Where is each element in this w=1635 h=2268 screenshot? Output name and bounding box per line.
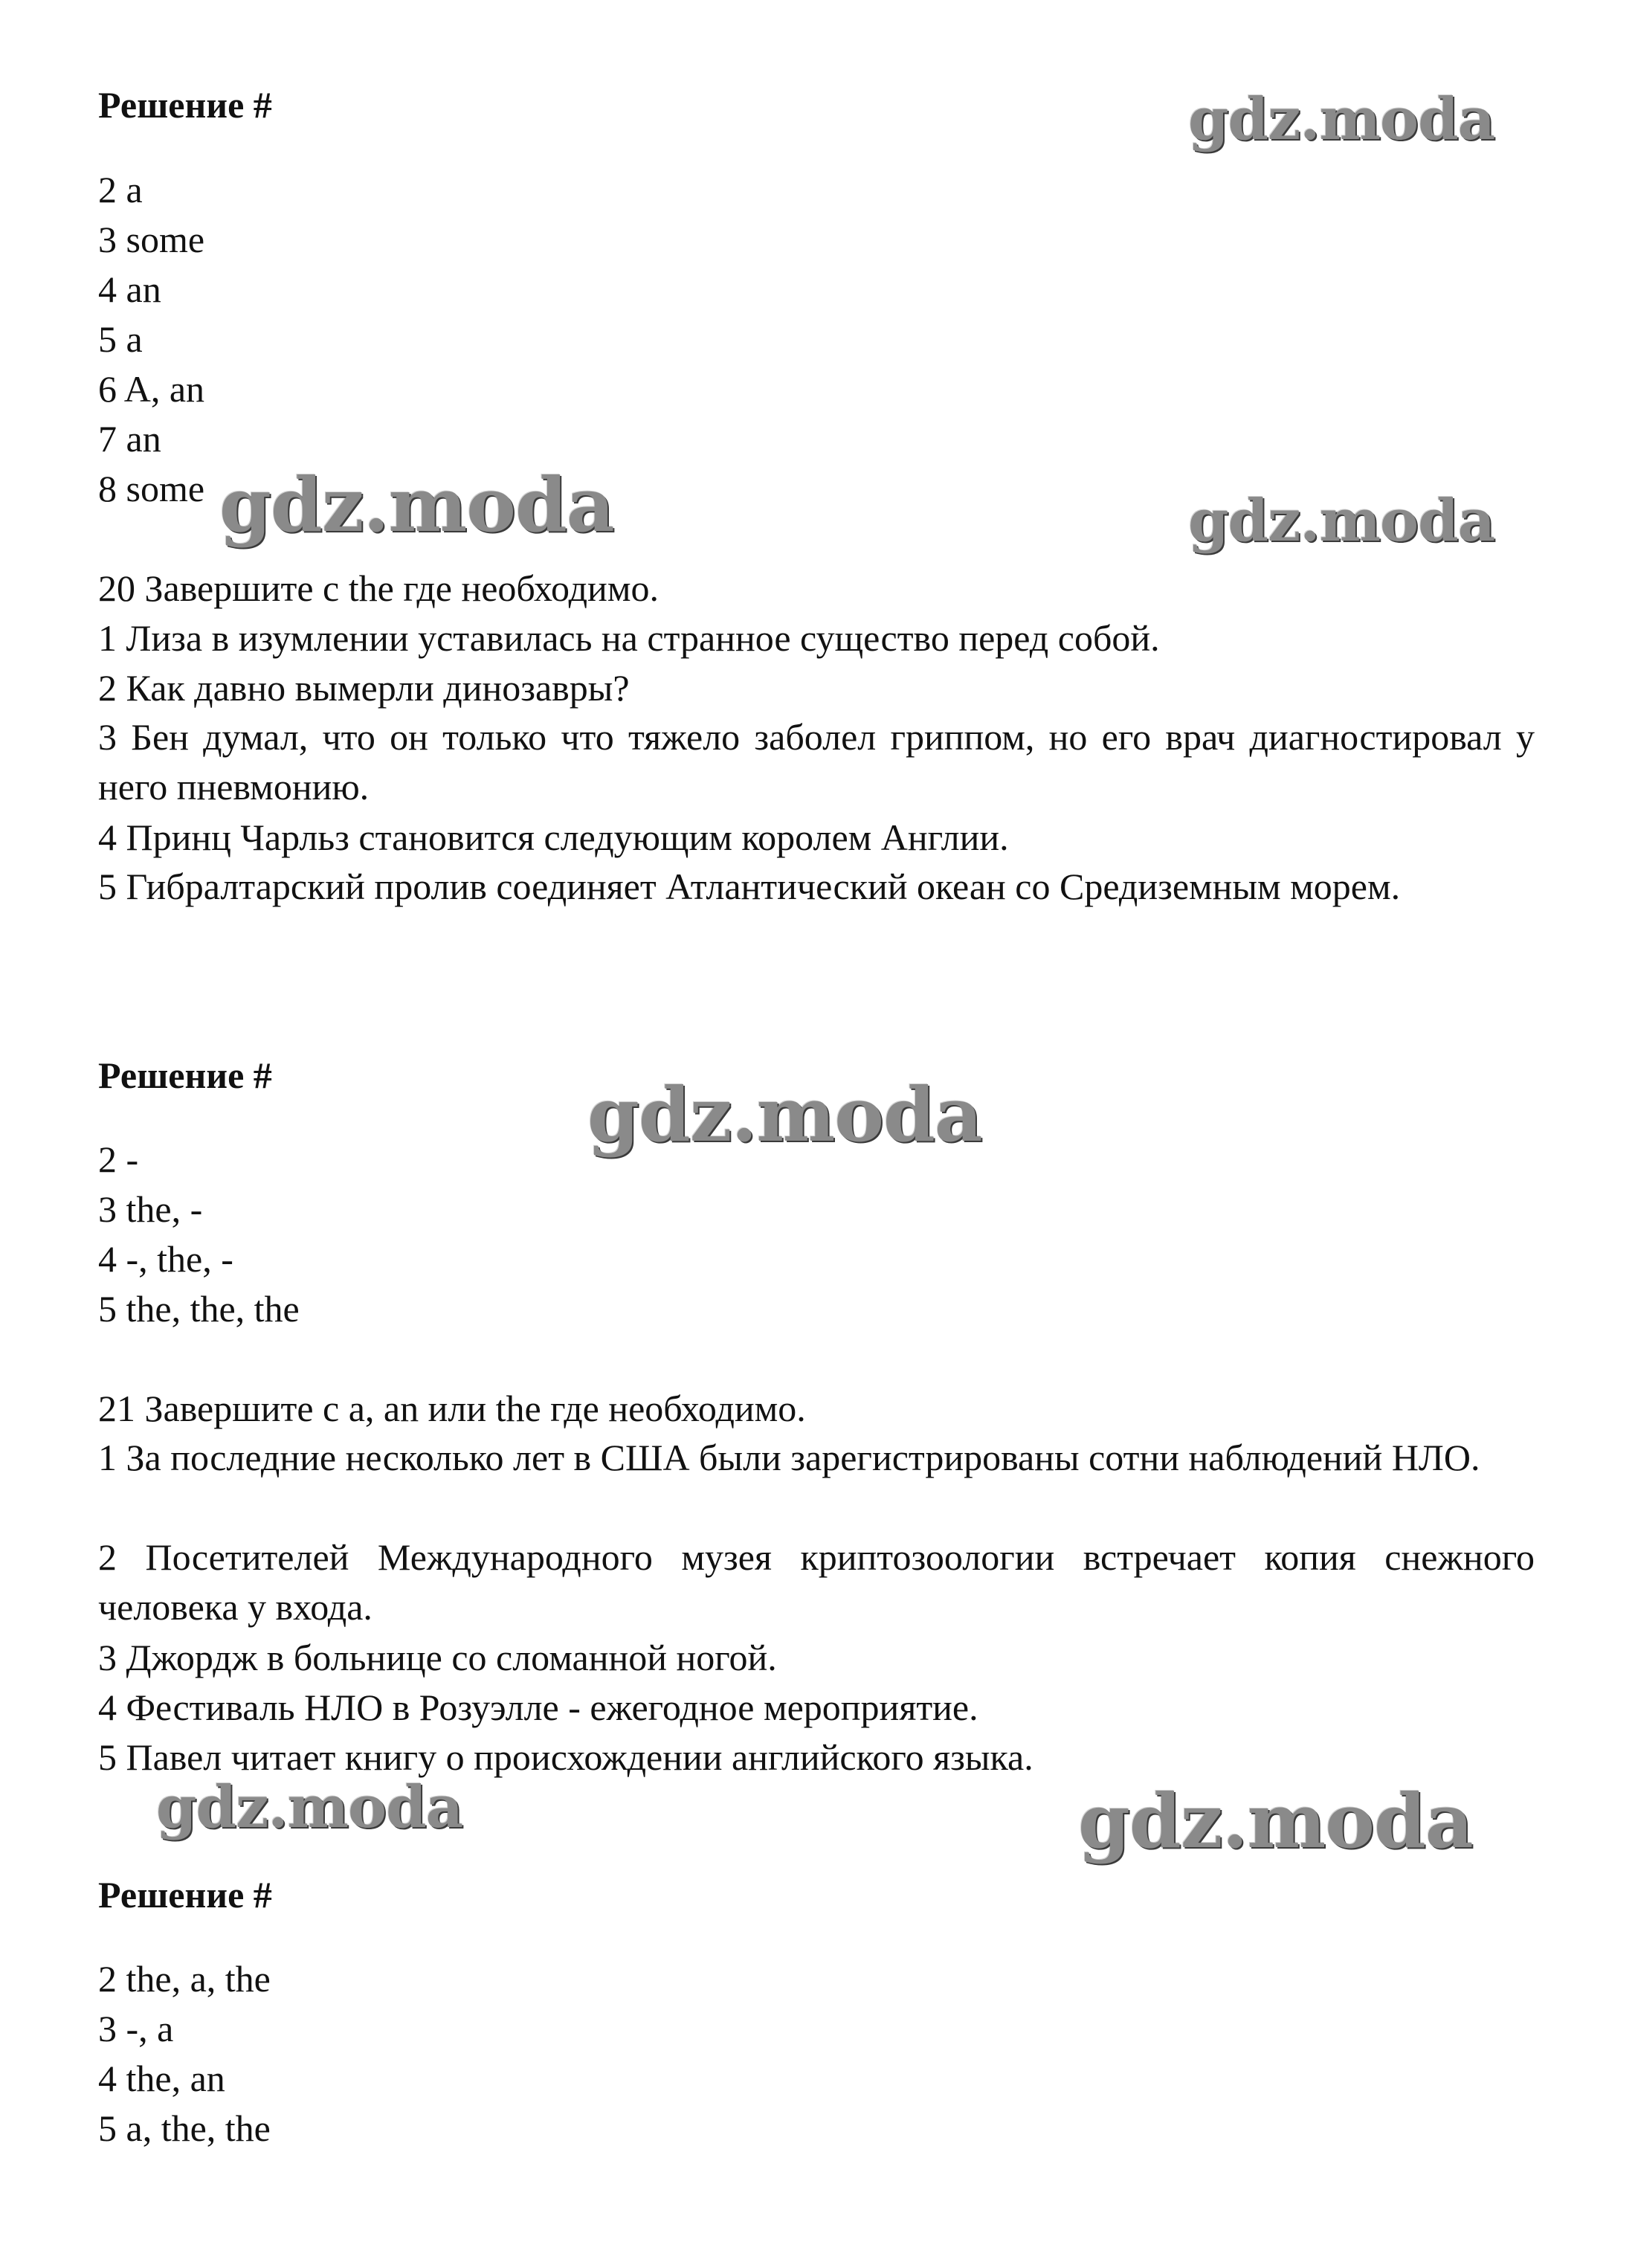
watermark: gdz.moda bbox=[1188, 487, 1495, 555]
task-20-item: 2 Как давно вымерли динозавры? bbox=[98, 667, 630, 709]
answer-line: 5 a, the, the bbox=[98, 2107, 271, 2149]
task-21-item: 2 Посетителей Международного музея криптозоологии встречает копия снежного человека у входа. bbox=[98, 1536, 1535, 1628]
task-21-item: 4 Фестиваль НЛО в Розуэлле - ежегодное мероприятие. bbox=[98, 1686, 978, 1728]
task-20-item: 3 Бен думал, что он только что тяжело заболел гриппом, но его врач диагностировал у него пневмонию. bbox=[98, 716, 1535, 808]
answer-line: 7 an bbox=[98, 418, 161, 460]
task-20-heading: 20 Завершите с the где необходимо. bbox=[98, 567, 659, 609]
task-21-item: 3 Джордж в больнице со сломанной ногой. bbox=[98, 1637, 777, 1678]
watermark: gdz.moda bbox=[1188, 86, 1495, 153]
answer-line: 3 -, a bbox=[98, 2008, 174, 2049]
watermark: gdz.moda bbox=[587, 1071, 982, 1159]
answer-line: 6 A, an bbox=[98, 368, 205, 410]
answer-line: 3 some bbox=[98, 219, 205, 260]
watermark: gdz.moda bbox=[219, 461, 614, 549]
answer-line: 4 an bbox=[98, 268, 161, 310]
watermark: gdz.moda bbox=[156, 1774, 463, 1841]
answer-line: 3 the, - bbox=[98, 1188, 203, 1230]
task-21-heading: 21 Завершите с a, an или the где необходимо. bbox=[98, 1388, 806, 1429]
answer-line: 5 a bbox=[98, 318, 143, 360]
watermark: gdz.moda bbox=[1078, 1777, 1473, 1865]
answer-line: 2 the, a, the bbox=[98, 1958, 271, 2000]
solution-heading-3: Решение # bbox=[98, 1874, 272, 1916]
answer-line: 8 some bbox=[98, 468, 205, 509]
answer-line: 4 the, an bbox=[98, 2058, 225, 2099]
task-20-item: 4 Принц Чарльз становится следующим королем Англии. bbox=[98, 816, 1009, 858]
task-21-item: 5 Павел читает книгу о происхождении английского языка. bbox=[98, 1736, 1033, 1778]
task-21-item: 1 За последние несколько лет в США были зарегистрированы сотни наблюдений НЛО. bbox=[98, 1437, 1480, 1478]
answer-line: 2 a bbox=[98, 169, 143, 210]
answer-line: 2 - bbox=[98, 1138, 139, 1180]
answer-line: 5 the, the, the bbox=[98, 1288, 300, 1330]
task-20-item: 5 Гибралтарский пролив соединяет Атлантический океан со Средиземным морем. bbox=[98, 866, 1401, 907]
solution-heading-1: Решение # bbox=[98, 84, 272, 126]
task-20-item: 1 Лиза в изумлении уставилась на странное существо перед собой. bbox=[98, 617, 1160, 659]
solution-heading-2: Решение # bbox=[98, 1054, 272, 1096]
answer-line: 4 -, the, - bbox=[98, 1238, 233, 1280]
